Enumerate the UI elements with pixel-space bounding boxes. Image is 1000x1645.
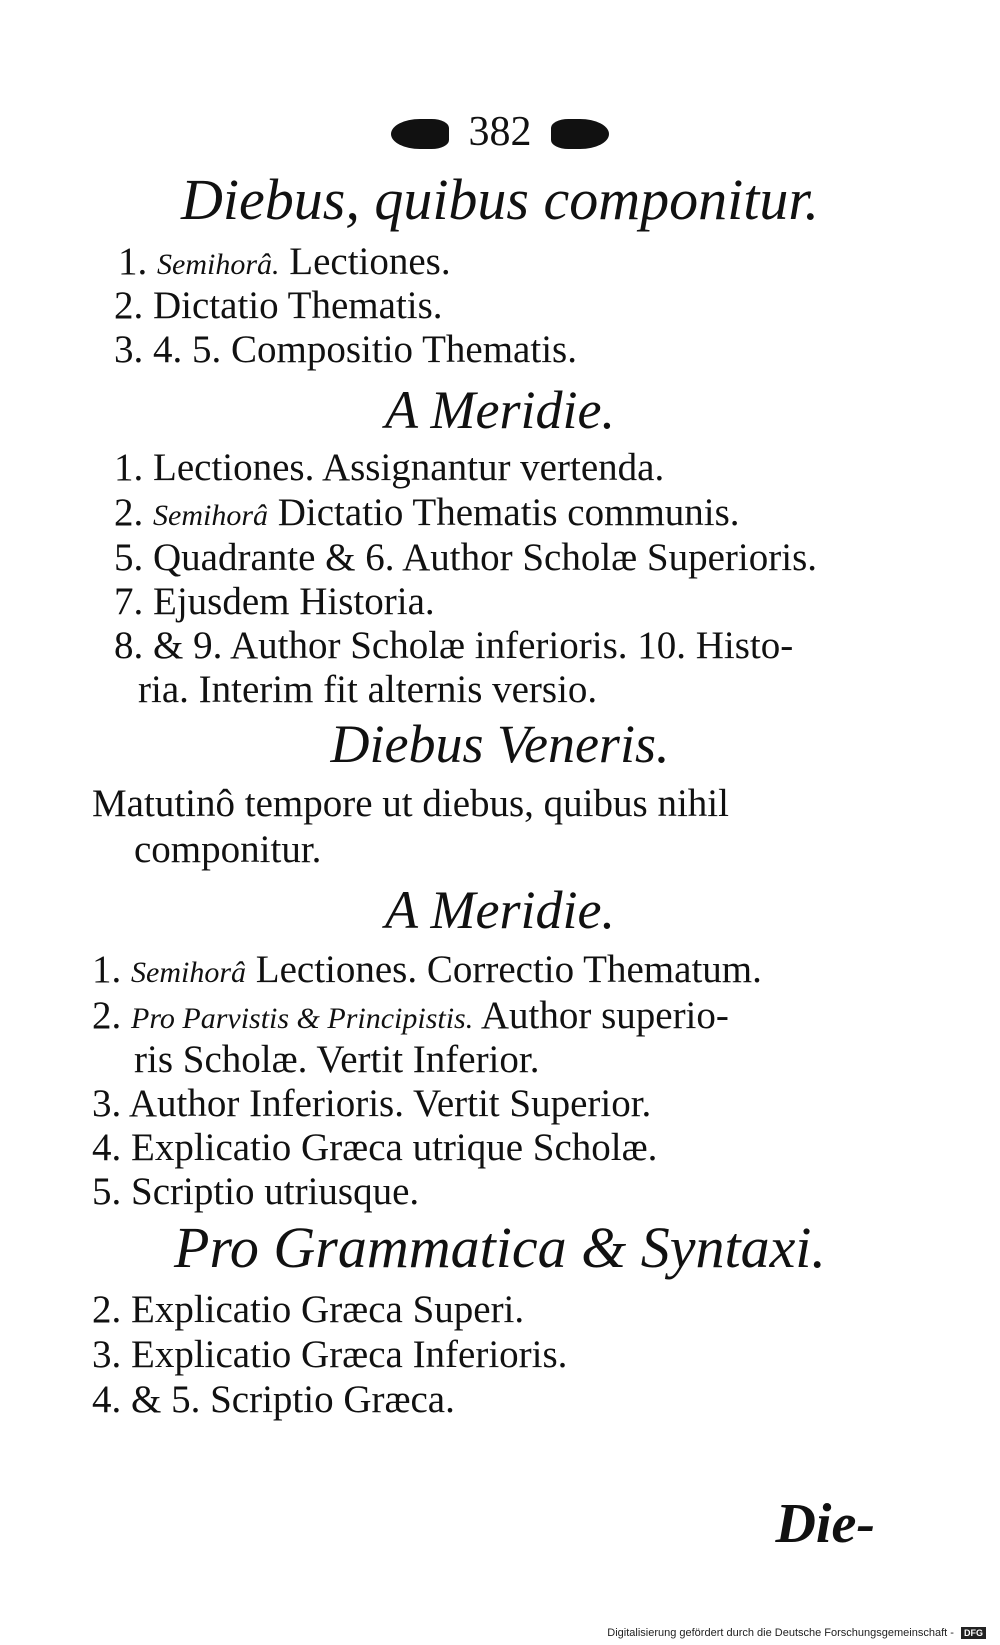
list-item: 1. Lectiones. Assignantur vertenda. [114, 446, 665, 489]
list-item: Matutinô tempore ut diebus, quibus nihil [92, 782, 729, 825]
list-item: 1. Semihorâ. Lectiones. [118, 240, 451, 283]
running-head [0, 108, 1000, 155]
section-heading: A Meridie. [385, 880, 615, 940]
list-item: 4. Explicatio Græca utrique Scholæ. [92, 1126, 658, 1169]
section-heading: A Meridie. [385, 380, 615, 440]
footer-text: Digitalisierung gefördert durch die Deutsche Forschungsgemeinschaft - [607, 1627, 954, 1639]
list-item: 1. Semihorâ Lectiones. Correctio Thematum. [92, 948, 762, 991]
ornament-left-icon [391, 119, 449, 149]
section-heading: Diebus, quibus componitur. [181, 167, 819, 232]
list-item: 5. Quadrante & 6. Author Scholæ Superioris. [114, 536, 818, 579]
list-item: 2. Explicatio Græca Superi. [92, 1288, 525, 1331]
list-item: 3. Author Inferioris. Vertit Superior. [92, 1082, 652, 1125]
catchword: Die- [775, 1493, 875, 1555]
dfg-logo: DFG [961, 1627, 986, 1639]
list-item: 5. Scriptio utriusque. [92, 1170, 420, 1213]
list-item: 2. Pro Parvistis & Principistis. Author superio- [92, 994, 729, 1037]
list-item: 2. Semihorâ Dictatio Thematis communis. [114, 491, 740, 534]
footer [607, 1627, 986, 1639]
list-item: 3. Explicatio Græca Inferioris. [92, 1333, 568, 1376]
page-number: 382 [468, 109, 532, 155]
list-item: componitur. [134, 828, 322, 871]
section-heading: Diebus Veneris. [330, 714, 670, 774]
list-item: ris Scholæ. Vertit Inferior. [134, 1038, 540, 1081]
list-item: 3. 4. 5. Compositio Thematis. [114, 328, 577, 371]
list-item: 4. & 5. Scriptio Græca. [92, 1378, 455, 1421]
list-item: 7. Ejusdem Historia. [114, 580, 435, 623]
list-item: ria. Interim fit alternis versio. [138, 668, 598, 711]
ornament-right-icon [551, 119, 609, 149]
section-heading: Pro Grammatica & Syntaxi. [174, 1215, 826, 1280]
list-item: 2. Dictatio Thematis. [114, 284, 443, 327]
list-item: 8. & 9. Author Scholæ inferioris. 10. Histo- [114, 624, 794, 667]
